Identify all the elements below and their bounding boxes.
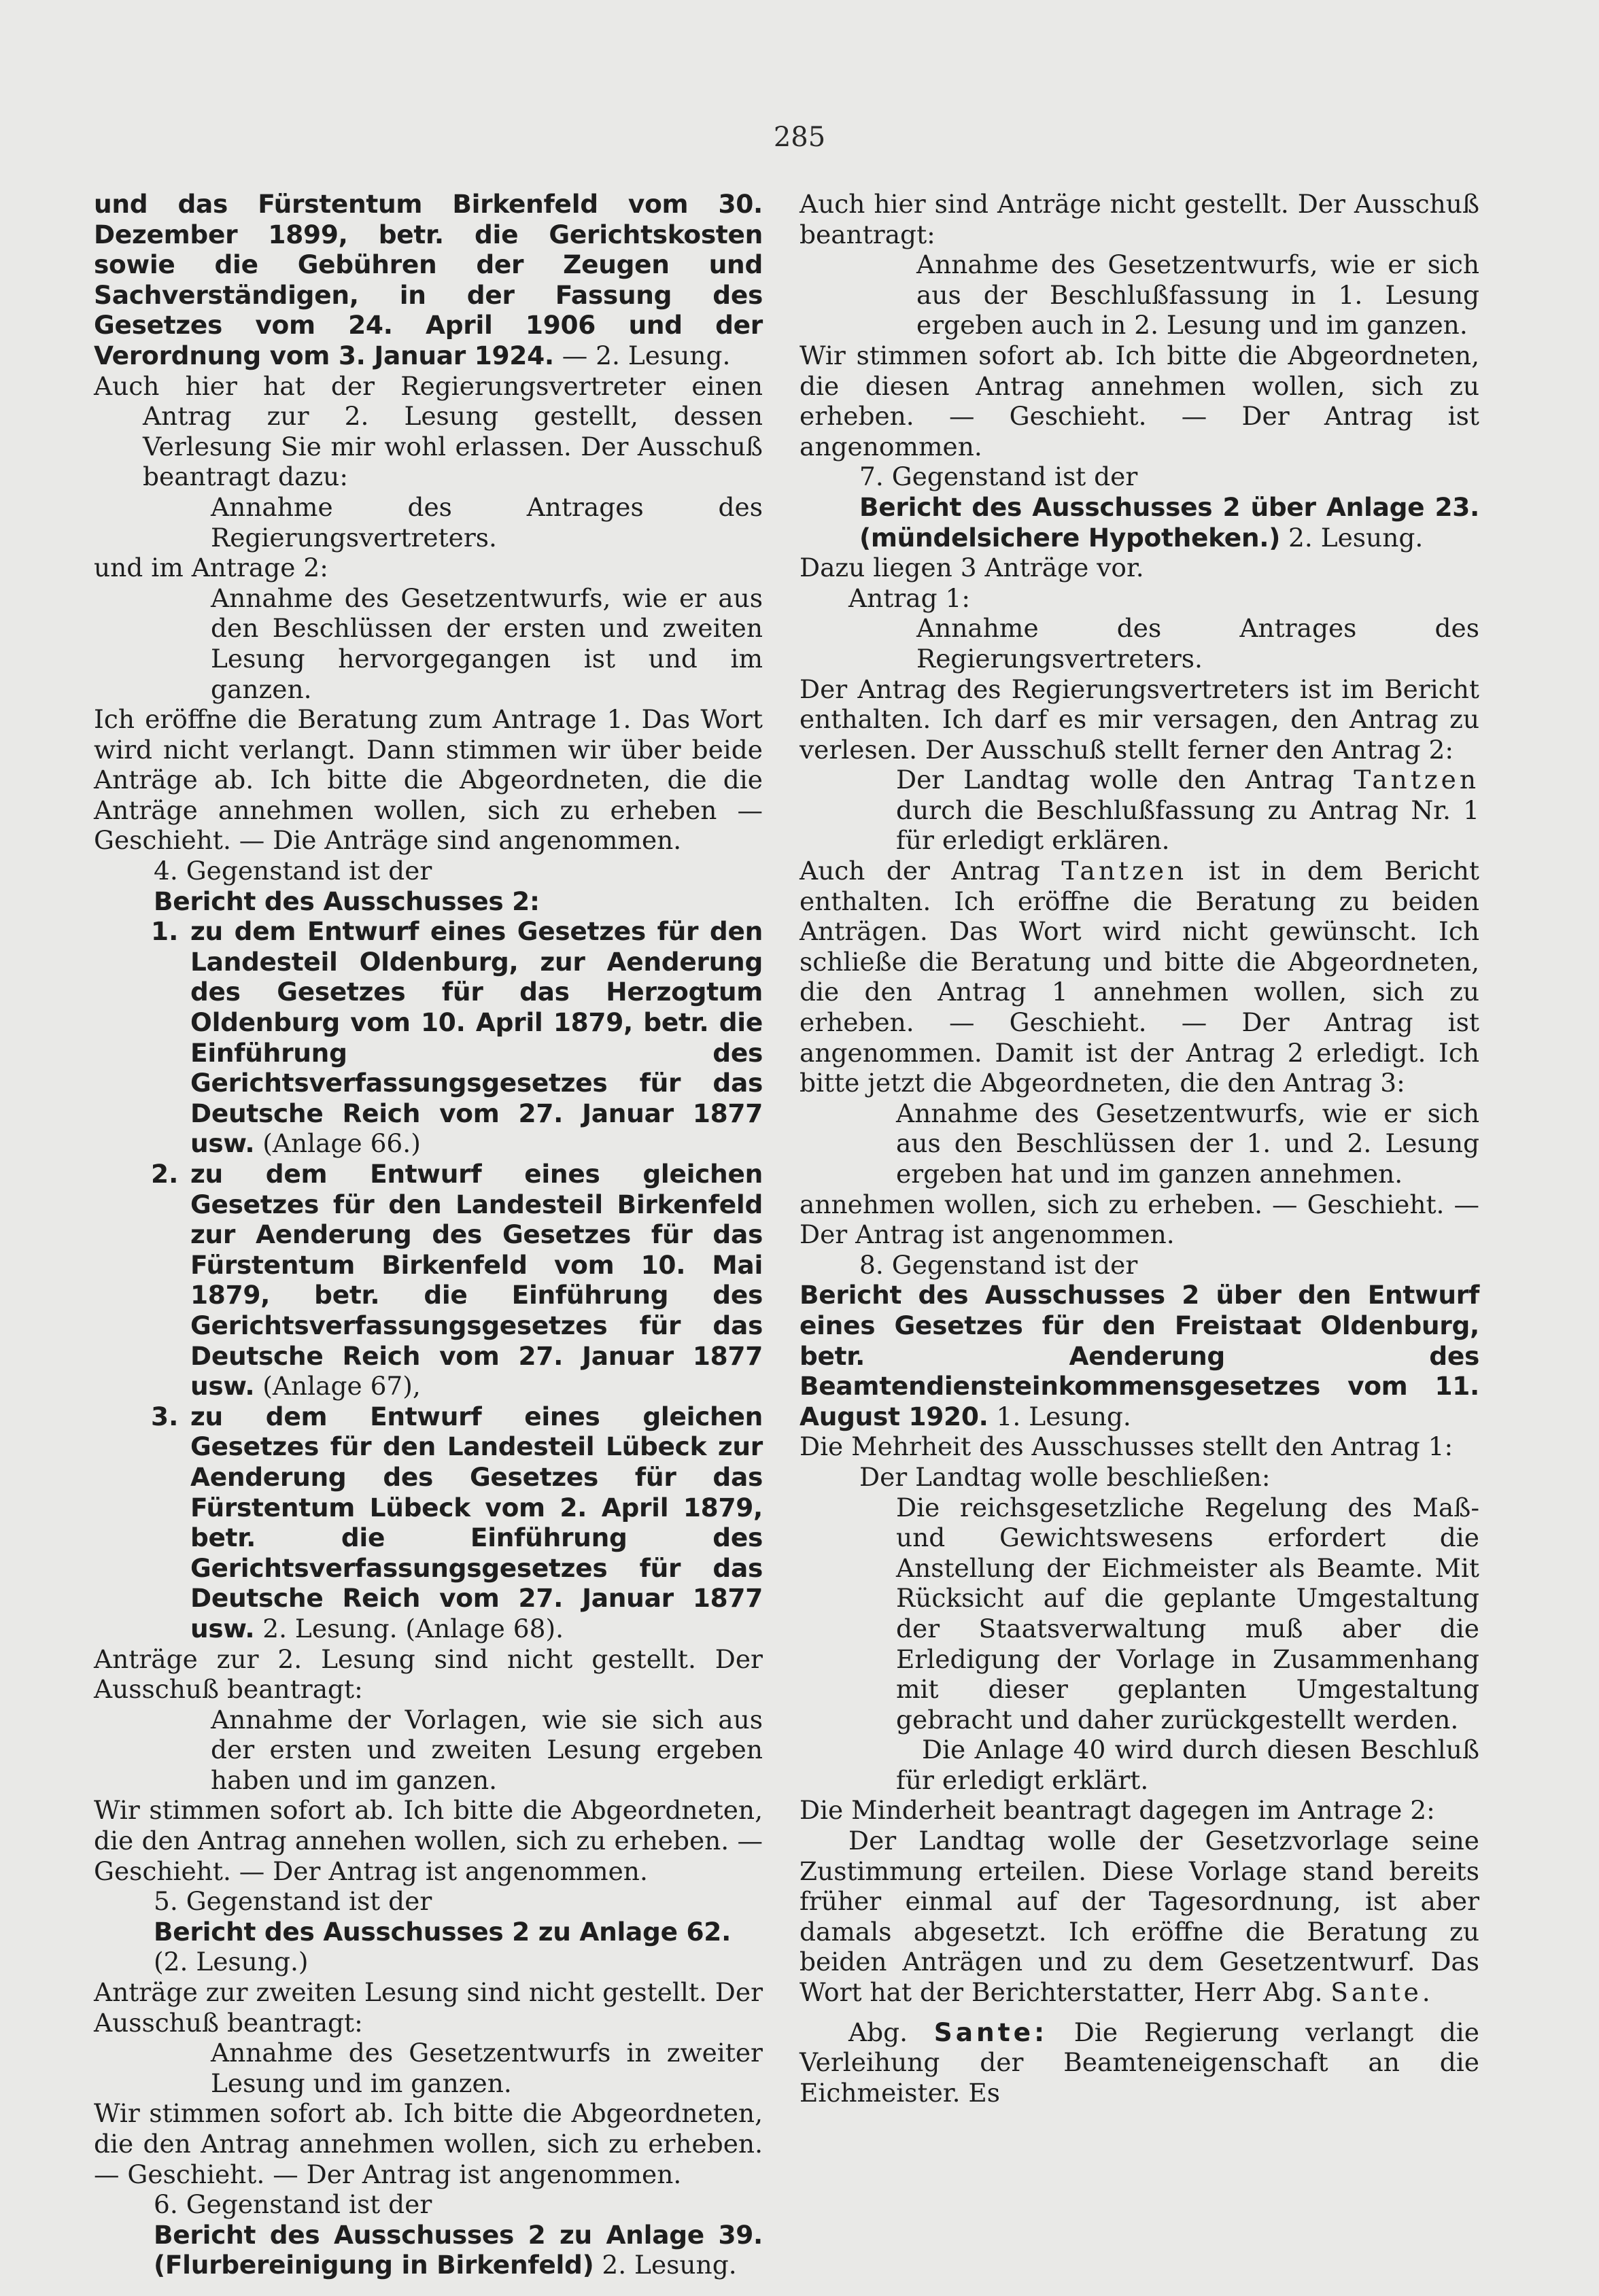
- paragraph: Auch hier sind Anträge nicht gestellt. Der Ausschuß beantragt:: [800, 189, 1479, 249]
- bold-text: Bericht des Ausschusses 2 zu Anlage 39. (Flurbereinigung in Birkenfeld): [154, 2219, 763, 2280]
- paragraph: Der Antrag des Regierungsvertreters ist im Bericht enthalten. Ich darf es mir versagen, den Antrag zu verlesen. Der Ausschuß stellt ferner den Antrag 2:: [800, 674, 1479, 765]
- paragraph: Auch hier hat der Regierungsvertreter einen Antrag zur 2. Lesung gestellt, dessen Verlesung Sie mir wohl erlassen. Der Ausschuß beantragt dazu:: [94, 370, 763, 492]
- text-run: ist in dem Bericht enthalten. Ich eröffne die Beratung zu beiden Anträgen. Das Wort wird nicht gewünscht. Ich schließe die Beratung und bitte die Abgeordneten, die den Antrag 1 annehmen wollen, sich zu erheben. — Geschieht. — Der Antrag ist angenommen. Damit ist der Antrag 2 erledigt. Ich bitte jetzt die Abgeordneten, die den Antrag 3:: [800, 856, 1479, 1098]
- paragraph: [800, 856, 1479, 1098]
- paragraph: Der Landtag wolle beschließen:: [859, 1461, 1271, 1492]
- speaker-name: Sante:: [933, 2017, 1048, 2047]
- annex-label: (Anlage 66.): [254, 1128, 421, 1159]
- agenda-item-label: 6. Gegenstand ist der: [154, 2189, 432, 2220]
- agenda-item-label: 8. Gegenstand ist der: [859, 1249, 1138, 1280]
- report-heading: [800, 1280, 1479, 1431]
- paragraph: Anträge zur 2. Lesung sind nicht gestellt. Der Ausschuß beantragt:: [94, 1643, 763, 1705]
- reading-label: 2. Lesung.: [1280, 522, 1424, 553]
- bold-text: zu dem Entwurf eines gleichen Gesetzes für den Landesteil Lübeck zur Aenderung des Gesetzes für das Fürstentum Lübeck vom 2. April 1879, betr. die Einführung des Gerichtsverfassungsgesetzes für das Deutsche Reich vom 27. Januar 1877 usw.: [190, 1401, 763, 1643]
- left-column: [94, 189, 763, 2280]
- motion-text: Annahme des Antrages des Regierungsvertreters.: [211, 491, 763, 553]
- reading-label: — 2. Lesung.: [553, 340, 731, 370]
- list-number: 3.: [151, 1401, 179, 1431]
- motion-text: Die reichsgesetzliche Regelung des Maß- und Gewichtswesens erfordert die Anstellung der Eichmeister als Beamte. Mit Rücksicht auf die geplante Umgestaltung der Staatsverwaltung muß aber die Erledigung der Vorlage in Zusammenhang mit dieser geplanten Umgestaltung gebracht und daher zurückgestellt werden.: [896, 1492, 1479, 1735]
- bold-text: Bericht des Ausschusses 2 zu Anlage 62.: [154, 1916, 732, 1947]
- paragraph: Anträge zur zweiten Lesung sind nicht gestellt. Der Ausschuß beantragt:: [94, 1977, 763, 2038]
- bold-text: Bericht des Ausschusses 2 über Anlage 23. (mündelsichere Hypotheken.): [859, 491, 1479, 553]
- text-run: Die Regierung verlangt die Verleihung der Beamteneigenschaft an die Eichmeister. Es: [800, 2017, 1479, 2108]
- reading-label: (2. Lesung.): [154, 1947, 309, 1977]
- annex-label: 2. Lesung. (Anlage 68).: [254, 1613, 564, 1643]
- list-item: [94, 916, 763, 1159]
- text-run: Auch der Antrag: [800, 856, 1062, 886]
- list-item: [94, 1159, 763, 1402]
- motion-text: Annahme des Gesetzentwurfs, wie er aus den Beschlüssen der ersten und zweiten Lesung hervorgegangen ist und im ganzen.: [211, 582, 763, 704]
- paragraph: Dazu liegen 3 Anträge vor.: [800, 553, 1144, 583]
- agenda-item-label: 7. Gegenstand ist der: [859, 462, 1138, 492]
- text-run: durch die Beschlußfassung zu Antrag Nr. 1 für erledigt erklären.: [896, 795, 1479, 856]
- text-run: Der Landtag wolle den Antrag: [896, 765, 1354, 795]
- motion-text: Die Anlage 40 wird durch diesen Beschluß für erledigt erklärt.: [896, 1735, 1479, 1795]
- paragraph: und im Antrage 2:: [94, 553, 328, 583]
- agenda-item-label: 5. Gegenstand ist der: [154, 1886, 432, 1917]
- reading-label: 1. Lesung.: [988, 1401, 1131, 1431]
- reading-label: 2. Lesung.: [594, 2250, 737, 2280]
- report-heading: [94, 2220, 763, 2280]
- list-number: 1.: [151, 916, 179, 947]
- report-heading: Bericht des Ausschusses 2:: [154, 886, 540, 916]
- list-item: [94, 1402, 763, 1644]
- paragraph: Ich eröffne die Beratung zum Antrage 1. Das Wort wird nicht verlangt. Dann stimmen wir über beide Anträge ab. Ich bitte die Abgeordneten, die die Anträge annehmen wollen, sich zu erheben — Geschieht. — Die Anträge sind angenommen.: [94, 704, 763, 856]
- bold-text: zu dem Entwurf eines Gesetzes für den Landesteil Oldenburg, zur Aenderung des Gesetzes für das Herzogtum Oldenburg vom 10. April 1879, betr. die Einführung des Gerichtsverfassungsgesetzes für das Deutsche Reich vom 27. Januar 1877 usw.: [190, 916, 763, 1159]
- paragraph: [94, 189, 763, 371]
- motion-text: Annahme der Vorlagen, wie sie sich aus der ersten und zweiten Lesung ergeben haben und im ganzen.: [211, 1704, 763, 1795]
- motion-text: Annahme des Antrages des Regierungsvertreters.: [916, 613, 1479, 674]
- bold-text: Bericht des Ausschusses 2 über den Entwurf eines Gesetzes für den Freistaat Oldenburg, betr. Aenderung des Beamtendiensteinkommensgesetzes vom 11. August 1920.: [800, 1280, 1479, 1431]
- report-heading: [94, 1917, 763, 1977]
- bold-text: und das Fürstentum Birkenfeld vom 30. Dezember 1899, betr. die Gerichtskosten sowie die Gebühren der Zeugen und Sachverständigen, in der Fassung des Gesetzes vom 24. April 1906 und der Verordnung vom 3. Januar 1924.: [94, 189, 763, 370]
- annex-label: (Anlage 67),: [254, 1371, 421, 1402]
- report-heading: [800, 492, 1479, 553]
- agenda-item-label: 4. Gegenstand ist der: [154, 856, 432, 886]
- paragraph: Wir stimmen sofort ab. Ich bitte die Abgeordneten, die diesen Antrag annehmen wollen, sich zu erheben. — Geschieht. — Der Antrag ist angenommen.: [800, 340, 1479, 462]
- paragraph: Wir stimmen sofort ab. Ich bitte die Abgeordneten, die den Antrag annehmen wollen, sich zu erheben. — Geschieht. — Der Antrag ist angenommen.: [94, 2098, 763, 2189]
- paragraph: Die Mehrheit des Ausschusses stellt den Antrag 1:: [800, 1431, 1454, 1462]
- paragraph: [800, 1826, 1479, 2008]
- list-number: 2.: [151, 1159, 179, 1189]
- right-column: [800, 189, 1479, 2108]
- motion-text: Annahme des Gesetzentwurfs, wie er sich aus den Beschlüssen der 1. und 2. Lesung ergeben hat und im ganzen annehmen.: [896, 1098, 1479, 1189]
- speaker-label: Abg.: [848, 2017, 934, 2047]
- speech-paragraph: [800, 2017, 1479, 2108]
- person-name: Tantzen: [1061, 856, 1188, 886]
- person-name: Tantzen: [1354, 765, 1479, 795]
- text-run: .: [1422, 1977, 1430, 2008]
- motion-text: Annahme des Gesetzentwurfs in zweiter Lesung und im ganzen.: [211, 2038, 763, 2098]
- page-number: 285: [773, 122, 826, 153]
- text-run: Der Landtag wolle der Gesetzvorlage seine Zustimmung erteilen. Diese Vorlage stand bereits früher einmal auf der Tagesordnung, ist aber damals abgesetzt. Ich eröffne die Beratung zu beiden Anträgen und zu dem Gesetzentwurf. Das Wort hat der Berichterstatter, Herr Abg.: [800, 1826, 1479, 2008]
- motion-text: Annahme des Gesetzentwurfs, wie er sich aus der Beschlußfassung in 1. Lesung ergeben auch in 2. Lesung und im ganzen.: [916, 249, 1479, 341]
- person-name: Sante: [1330, 1977, 1422, 2008]
- paragraph: Wir stimmen sofort ab. Ich bitte die Abgeordneten, die den Antrag annehen wollen, sich zu erheben. — Geschieht. — Der Antrag ist angenommen.: [94, 1795, 763, 1886]
- bold-text: zu dem Entwurf eines gleichen Gesetzes für den Landesteil Birkenfeld zur Aenderung des Gesetzes für das Fürstentum Birkenfeld vom 10. Mai 1879, betr. die Einführung des Gerichtsverfassungsgesetzes für das Deutsche Reich vom 27. Januar 1877 usw.: [190, 1159, 763, 1402]
- motion-text: [800, 765, 1479, 856]
- paragraph: Die Minderheit beantragt dagegen im Antrage 2:: [800, 1795, 1435, 1826]
- paragraph: annehmen wollen, sich zu erheben. — Geschieht. — Der Antrag ist angenommen.: [800, 1189, 1479, 1250]
- motion-number: Antrag 1:: [848, 582, 971, 613]
